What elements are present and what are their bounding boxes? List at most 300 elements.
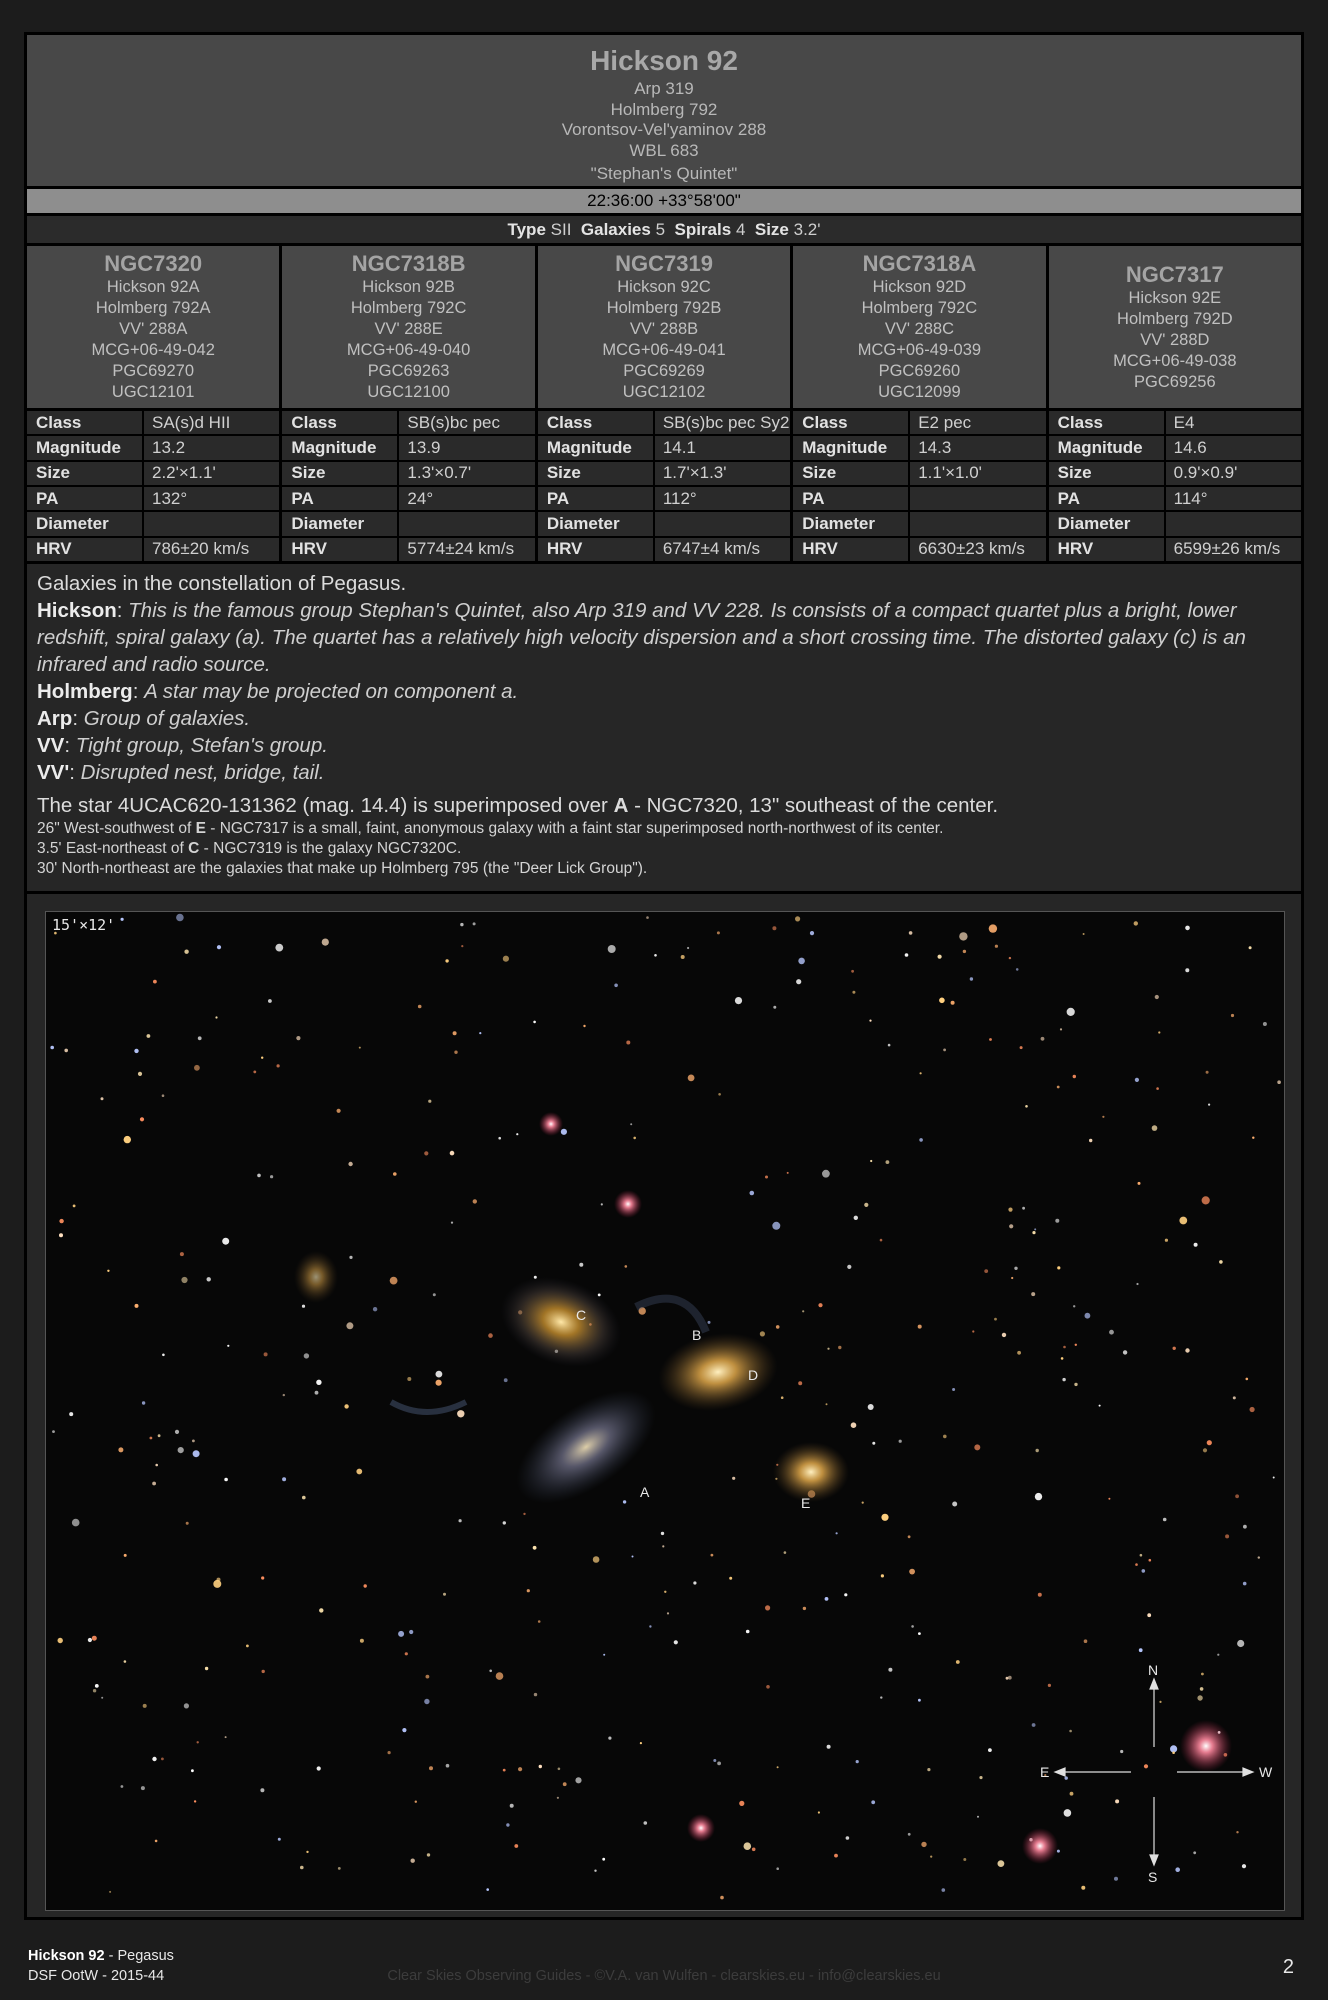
label-d: D <box>748 1367 759 1383</box>
star <box>854 1216 858 1220</box>
star <box>1208 1104 1210 1106</box>
property-label: Size <box>282 462 399 485</box>
star <box>1085 1313 1091 1319</box>
star <box>920 1072 922 1074</box>
property-value: 112° <box>662 488 697 508</box>
star <box>261 1576 264 1579</box>
star <box>1048 1684 1051 1687</box>
footer-series: DSF OotW - 2015-44 <box>28 1968 165 1984</box>
star <box>881 1514 888 1521</box>
galaxy-column <box>1049 246 1301 561</box>
bright-star <box>1180 1720 1232 1772</box>
star <box>344 1404 348 1408</box>
star <box>1175 1867 1180 1872</box>
property-label: PA <box>27 487 144 510</box>
star <box>317 1766 321 1770</box>
star <box>1055 1219 1059 1223</box>
galaxy-designation: MCG+06-49-042 <box>91 341 215 359</box>
star <box>1243 1525 1247 1529</box>
galaxy-designation: Hickson 92E <box>1128 288 1222 307</box>
note-vv-prime: VV': Disrupted nest, bridge, tail. <box>37 761 325 784</box>
galaxy-designation: MCG+06-49-038 <box>1113 351 1237 370</box>
star <box>428 1100 431 1103</box>
property-label: Diameter <box>793 512 910 535</box>
star <box>583 1025 585 1027</box>
property-value: 132° <box>152 488 188 508</box>
star <box>118 1447 123 1452</box>
star <box>795 916 800 921</box>
star <box>514 1844 518 1848</box>
property-value: E2 pec <box>918 412 972 432</box>
star <box>720 1896 724 1900</box>
galaxy-designation: PGC69269 <box>623 362 705 380</box>
star <box>869 1020 871 1022</box>
star <box>557 1797 559 1799</box>
star <box>534 1693 537 1696</box>
star <box>50 1046 54 1050</box>
galaxy-designation: PGC69263 <box>367 362 450 380</box>
star <box>1231 1014 1234 1017</box>
star <box>956 1660 960 1664</box>
star <box>1136 1283 1138 1285</box>
note-label: Arp <box>37 707 73 730</box>
star <box>1057 1266 1060 1269</box>
star <box>1114 1877 1118 1881</box>
star <box>1243 1582 1247 1586</box>
star <box>124 1136 131 1143</box>
star <box>1025 1105 1028 1108</box>
star <box>796 979 801 984</box>
galaxy-designation: Holmberg 792D <box>1117 309 1233 328</box>
property-label: PA <box>793 487 910 510</box>
star <box>1165 1239 1168 1242</box>
star <box>773 1006 776 1009</box>
star <box>644 1821 648 1825</box>
star <box>152 1482 156 1486</box>
star <box>1250 1407 1255 1412</box>
property-value: 6747±4 km/s <box>662 539 761 559</box>
star <box>142 1401 145 1404</box>
star <box>864 1203 868 1207</box>
star <box>134 1049 138 1053</box>
star <box>217 945 221 949</box>
star <box>527 1589 530 1592</box>
star <box>760 1331 765 1336</box>
star <box>851 1422 857 1428</box>
star-note <box>37 792 1291 819</box>
star <box>411 1859 415 1863</box>
galaxy-name: NGC7319 <box>615 251 713 276</box>
star <box>460 923 463 926</box>
star <box>215 1016 217 1018</box>
star <box>1194 1243 1198 1247</box>
property-row <box>1049 436 1301 461</box>
star <box>162 1094 165 1097</box>
star <box>322 939 329 946</box>
star <box>510 1804 514 1808</box>
property-value: 2.2'×1.1' <box>152 463 216 483</box>
star <box>194 1800 196 1802</box>
star <box>316 1380 321 1385</box>
star <box>959 932 967 940</box>
star <box>746 1630 750 1634</box>
star <box>147 1034 151 1038</box>
property-label: Size <box>793 462 910 485</box>
star <box>184 950 188 954</box>
property-label: Class <box>1049 411 1166 434</box>
galaxies-label: Galaxies <box>580 220 651 239</box>
star-note-text: - NGC7320, 13" southeast of the center. <box>628 794 999 817</box>
property-value: 1.1'×1.0' <box>918 463 982 483</box>
star <box>905 953 909 957</box>
info-sheet <box>24 32 1304 1920</box>
star <box>911 1625 914 1628</box>
galaxy-name: NGC7318B <box>351 251 466 276</box>
star <box>1142 1569 1146 1573</box>
star <box>95 1684 99 1688</box>
star <box>608 945 616 953</box>
star <box>1014 1267 1017 1270</box>
star <box>275 944 283 952</box>
star <box>503 1521 506 1524</box>
star <box>152 1757 156 1761</box>
star <box>1225 1534 1229 1538</box>
star <box>776 1867 779 1870</box>
star <box>1011 1277 1013 1279</box>
spirals-label: Spirals <box>674 220 732 239</box>
bright-star <box>1022 1828 1058 1864</box>
star <box>781 1396 784 1399</box>
star <box>300 1866 304 1870</box>
star <box>952 1388 955 1391</box>
galaxy-properties <box>793 411 1045 561</box>
star <box>124 1554 127 1557</box>
star <box>88 1638 92 1642</box>
star <box>994 1318 997 1321</box>
field-note-text: 26" West-southwest of <box>37 820 196 837</box>
star <box>486 1888 489 1891</box>
property-row <box>538 538 790 561</box>
star <box>1063 1346 1066 1349</box>
star <box>1069 1730 1072 1733</box>
star <box>674 1640 678 1644</box>
property-value: 1.7'×1.3' <box>662 463 727 483</box>
star <box>979 1776 982 1779</box>
star-note-target: A <box>613 794 629 817</box>
star <box>1158 1031 1160 1033</box>
star <box>121 918 124 921</box>
star <box>445 959 448 962</box>
star <box>989 924 997 932</box>
alias-line: Vorontsov-Vel'yaminov 288 <box>561 120 767 139</box>
property-value: 14.1 <box>662 437 696 457</box>
star <box>319 1608 323 1612</box>
star <box>193 1450 200 1457</box>
label-b: B <box>692 1327 702 1343</box>
star <box>191 1769 194 1772</box>
star <box>838 1346 841 1349</box>
star <box>681 955 685 959</box>
star <box>1084 1639 1088 1643</box>
star <box>304 1353 309 1358</box>
star <box>1246 1378 1249 1381</box>
alias-line: WBL 683 <box>629 140 699 160</box>
property-row <box>538 512 790 537</box>
galaxy-designation: Hickson 92B <box>362 278 455 296</box>
property-label: Magnitude <box>1049 436 1166 459</box>
star <box>1200 1687 1204 1691</box>
galaxy-designation: PGC69260 <box>878 362 961 380</box>
property-row <box>793 462 1045 487</box>
star <box>52 1430 55 1433</box>
galaxy-properties <box>538 411 790 561</box>
coordinates-bar: 22:36:00 +33°58'00" <box>27 189 1301 216</box>
field-note-target: C <box>188 840 200 857</box>
star <box>822 1170 830 1178</box>
star <box>59 1219 63 1223</box>
galaxy-properties <box>1049 411 1301 561</box>
property-label: Class <box>282 411 399 434</box>
star <box>315 1391 319 1395</box>
star <box>1102 1116 1104 1118</box>
star <box>1108 1498 1110 1500</box>
star <box>140 1117 144 1121</box>
galaxy-designation: VV' 288E <box>374 320 443 338</box>
galaxy-column <box>282 246 537 561</box>
star <box>827 1348 829 1350</box>
galaxy-name: NGC7318A <box>862 251 977 276</box>
star <box>1020 1046 1023 1049</box>
star <box>750 1191 755 1196</box>
star <box>349 1256 352 1259</box>
star <box>503 956 509 962</box>
star <box>1032 1231 1035 1234</box>
field-note: 30' North-northeast are the galaxies that make up Holmberg 795 (the "Deer Lick Group"). <box>37 860 648 877</box>
star <box>533 1546 537 1550</box>
star <box>64 1049 68 1053</box>
galaxy-name: NGC7317 <box>1125 261 1224 287</box>
star <box>752 1848 756 1852</box>
star <box>881 1574 884 1577</box>
property-value: 786±20 km/s <box>152 539 250 559</box>
star <box>124 1660 127 1663</box>
field-note-text: - NGC7319 is the galaxy NGC7320C. <box>199 840 462 857</box>
star <box>1236 1831 1238 1833</box>
property-row <box>793 487 1045 512</box>
property-label: PA <box>538 487 655 510</box>
star <box>246 1645 249 1648</box>
property-value: 13.9 <box>407 437 441 457</box>
galaxy-name: NGC7320 <box>104 251 203 276</box>
property-label: Diameter <box>1049 512 1166 535</box>
star <box>451 1222 453 1224</box>
property-row <box>282 538 534 561</box>
star <box>1009 1224 1013 1228</box>
note-label: Holmberg <box>37 680 133 703</box>
star <box>765 1605 770 1610</box>
star <box>260 1788 264 1792</box>
property-row <box>538 411 790 436</box>
star <box>1135 1078 1139 1082</box>
star <box>109 1891 111 1893</box>
star <box>418 1005 422 1009</box>
star <box>909 931 913 935</box>
star <box>1031 1292 1035 1296</box>
galaxy-header <box>793 246 1045 411</box>
star <box>454 1051 457 1054</box>
alias-line: Arp 319 <box>634 79 694 98</box>
star <box>264 1352 268 1356</box>
star <box>1138 1182 1141 1185</box>
star <box>818 1811 820 1813</box>
star <box>107 1270 109 1272</box>
star <box>1140 1554 1143 1557</box>
star <box>356 1469 362 1475</box>
property-label: Magnitude <box>793 436 910 459</box>
star <box>1109 1330 1114 1335</box>
compass-e: E <box>1040 1764 1050 1780</box>
star <box>772 1222 780 1230</box>
property-label: Size <box>1049 462 1166 485</box>
size-value: 3.2' <box>793 220 821 239</box>
star <box>415 1801 417 1803</box>
star <box>1081 1886 1085 1890</box>
star <box>777 1766 779 1768</box>
star <box>1202 1196 1210 1204</box>
galaxy-designation: MCG+06-49-041 <box>602 341 726 359</box>
property-value: 1.3'×0.7' <box>407 463 472 483</box>
star <box>538 1620 541 1623</box>
star <box>708 1321 711 1324</box>
note-label: VV' <box>37 761 70 784</box>
property-value: 6599±26 km/s <box>1173 539 1281 559</box>
star <box>1073 1305 1075 1307</box>
star <box>765 1176 768 1179</box>
star <box>623 1500 626 1503</box>
star <box>101 1097 104 1100</box>
star <box>856 1760 859 1763</box>
star <box>649 1625 651 1627</box>
star <box>1057 1086 1060 1089</box>
star <box>1035 1493 1042 1500</box>
property-value: 6630±23 km/s <box>918 539 1025 559</box>
star <box>176 914 184 922</box>
star <box>998 1860 1005 1867</box>
star <box>847 1265 851 1269</box>
star <box>899 1440 902 1443</box>
property-row <box>282 512 534 537</box>
alias-line: Holmberg 792 <box>610 99 718 119</box>
star <box>424 1699 429 1704</box>
star <box>558 1768 561 1771</box>
star <box>802 1310 804 1312</box>
footer-constellation: - Pegasus <box>104 1948 174 1964</box>
star <box>984 1269 988 1273</box>
star <box>1017 1351 1021 1355</box>
star <box>614 984 618 988</box>
star <box>1219 1260 1223 1264</box>
field-note-text: - NGC7317 is a small, faint, anonymous galaxy with a faint star superimposed north-northwest of its center. <box>205 820 944 837</box>
star <box>827 1745 831 1749</box>
star <box>989 1038 992 1041</box>
star <box>1163 1518 1167 1522</box>
star <box>178 1447 184 1453</box>
star <box>918 1699 921 1702</box>
star <box>1249 946 1252 949</box>
description <box>27 564 1301 894</box>
star <box>155 1464 158 1467</box>
property-row <box>538 462 790 487</box>
star <box>158 1434 161 1437</box>
property-label: HRV <box>27 538 144 561</box>
star <box>1233 1396 1236 1399</box>
property-label: Magnitude <box>282 436 399 459</box>
star <box>561 1129 567 1135</box>
star <box>360 1639 364 1643</box>
star <box>457 1410 464 1417</box>
note-hickson: Hickson: This is the famous group Stephan's Quintet, also Arp 319 and VV 228. Is consists of a compact quartet plus a bright, lower redshift, spiral galaxy (a). The quartet has a relatively high velocity dispersion and a short crossing time. The distorted galaxy (c) is an infrared and radio source. <box>37 599 1246 676</box>
star <box>253 1071 256 1074</box>
star <box>390 1277 398 1285</box>
property-row <box>27 411 279 436</box>
star <box>1235 1494 1239 1498</box>
property-row <box>793 538 1045 561</box>
property-label: Magnitude <box>27 436 144 459</box>
star <box>498 1137 501 1140</box>
star <box>338 1867 341 1870</box>
star <box>427 1853 430 1856</box>
star <box>732 1477 735 1480</box>
property-row <box>793 512 1045 537</box>
star <box>798 958 805 965</box>
star <box>453 1031 457 1035</box>
property-row <box>538 436 790 461</box>
sky-image <box>45 911 1285 1911</box>
star <box>880 1696 882 1698</box>
property-value: SB(s)bc pec <box>407 412 500 432</box>
property-row <box>538 487 790 512</box>
star <box>348 1162 352 1166</box>
star <box>661 1532 664 1535</box>
property-value: 13.2 <box>152 437 186 457</box>
star <box>1139 1648 1143 1652</box>
field-note <box>37 819 1291 839</box>
star <box>717 931 720 934</box>
galaxy-designation: MCG+06-49-039 <box>857 341 982 359</box>
type-label: Type <box>507 220 546 239</box>
star <box>1144 1764 1148 1768</box>
star <box>974 1444 980 1450</box>
star <box>630 1123 632 1125</box>
star <box>942 1888 946 1892</box>
property-row <box>282 436 534 461</box>
star <box>818 1303 822 1307</box>
star-note-text: The star 4UCAC620-131362 (mag. 14.4) is superimposed over <box>37 794 614 817</box>
property-row <box>282 411 534 436</box>
property-label: Diameter <box>27 512 144 535</box>
property-row <box>1049 512 1301 537</box>
star <box>277 1064 280 1067</box>
star <box>844 1593 847 1596</box>
summary-bar <box>27 216 1301 246</box>
star <box>516 1133 518 1135</box>
star <box>1134 921 1138 925</box>
property-row <box>1049 538 1301 561</box>
star <box>1203 1448 1207 1452</box>
alias-line: "Stephan's Quintet" <box>590 164 738 183</box>
star <box>713 1759 716 1762</box>
star <box>718 1093 721 1096</box>
